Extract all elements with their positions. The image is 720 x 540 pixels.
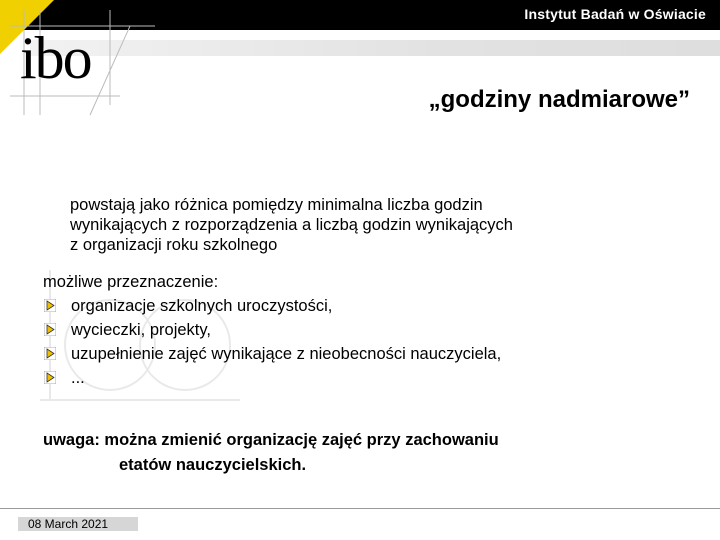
- intro-line: wynikających z rozporządzenia a liczbą godzin wynikających: [70, 216, 513, 234]
- intro-line: z organizacji roku szkolnego: [70, 236, 278, 254]
- arrow-bullet-icon: [44, 299, 56, 312]
- list-item-text: uzupełnienie zajęć wynikające z nieobecności nauczyciela,: [71, 345, 502, 363]
- list-item: [43, 342, 683, 366]
- uses-heading: możliwe przeznaczenie:: [43, 273, 219, 291]
- intro-paragraph: [70, 195, 670, 255]
- intro-line: powstają jako różnica pomiędzy minimalna liczba godzin: [70, 196, 483, 214]
- slide-title: „godziny nadmiarowe”: [428, 86, 690, 113]
- note-paragraph: [43, 428, 683, 478]
- list-item-text: ...: [71, 369, 85, 387]
- list-item: [43, 294, 683, 318]
- arrow-bullet-icon: [44, 323, 56, 336]
- list-item: [43, 366, 683, 390]
- organization-name: Instytut Badań w Oświacie: [524, 6, 706, 22]
- list-item: [43, 318, 683, 342]
- ibo-logo: ibo: [20, 25, 91, 91]
- arrow-bullet-icon: [44, 347, 56, 360]
- note-line: uwaga: można zmienić organizację zajęć przy zachowaniu: [43, 431, 499, 449]
- list-item-text: wycieczki, projekty,: [71, 321, 211, 339]
- slide-date: 08 March 2021: [28, 517, 109, 531]
- arrow-bullet-icon: [44, 371, 56, 384]
- footer-divider: [0, 508, 720, 509]
- list-item-text: organizacje szkolnych uroczystości,: [71, 297, 333, 315]
- note-line: etatów nauczycielskich.: [119, 456, 307, 474]
- uses-list: [43, 294, 683, 390]
- uses-section: [43, 270, 683, 390]
